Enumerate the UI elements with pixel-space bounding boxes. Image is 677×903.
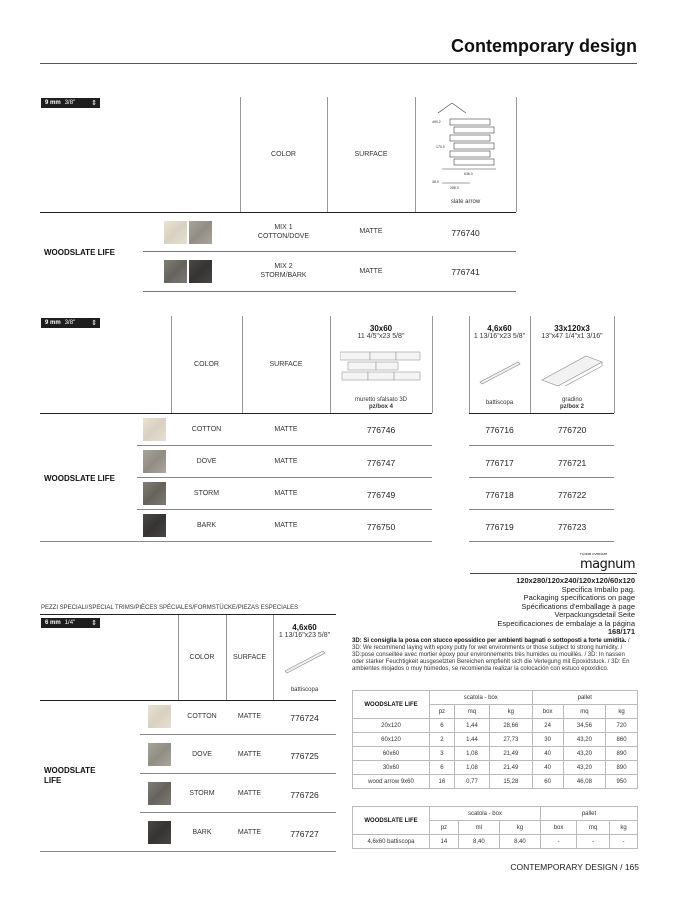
caption: battiscopa [290,687,319,693]
row-color: STORM [193,490,220,497]
row-color: BARK [196,522,217,529]
swatch-cotton [143,418,166,441]
swatch-storm [164,260,187,283]
row-surface: MATTE [237,713,262,720]
table-row-header: WOODSLATE LIFE [353,807,430,835]
thickness-badge: 6 mm 1/4" ⇕ [41,618,100,628]
row-code: 776716 [485,425,514,435]
row-code: 776749 [366,490,396,500]
size-label: 4,6x60 [292,623,317,632]
col-color-header: COLOR [194,361,219,368]
row-surface: MATTE [274,490,298,497]
row-surface: MATTE [359,268,383,275]
packaging-info: 120x280/120x240/120x120/60x120 Specifica Imballo pag. Packaging specifications on page Spécifications d'emballage à page Verpackungsdetail Seite Especificaciones de embalaje a la página 168/171 [497,576,635,636]
caption: muretto sfalsato 3D pz/box 4 [354,397,408,410]
size-inches: 1 13/16"x23 5/8" [278,632,331,639]
row-code: 776747 [366,458,396,468]
swatch-bark [189,260,212,283]
thickness-badge: 9 mm 3/8" ⇕ [41,98,100,108]
thickness-badge: 9 mm 3/8" ⇕ [41,318,100,328]
size-inches: 1 13/16"x23 5/8" [473,333,526,340]
row-code: 776724 [290,713,319,723]
row-code: 776719 [485,522,514,532]
row-color: MIX 2 STORM/BARK [260,263,307,279]
swatch-cotton [164,221,187,244]
swatch-cotton [148,705,171,728]
swatch-dove [148,743,171,766]
special-trims-heading: PEZZI SPECIALI/SPECIAL TRIMS/PIÈCES SPÉCIALES/FORMSTÜCKE/PIEZAS ESPECIALES [41,605,299,611]
row-code: 776746 [366,425,396,435]
row-code: 776750 [366,522,396,532]
table-row: 30x60 6 1,08 21,49 40 43,20 890 [353,761,638,775]
swatch-dove [189,221,212,244]
dim-label: 38.0 [432,180,439,184]
group-header: pallet [532,691,637,705]
product-name: WOODSLATE LIFE [44,248,115,257]
size-label: 33x120x3 [554,324,590,333]
size-label: 30x60 [369,324,393,333]
row-code: 776740 [451,228,480,238]
row-color: COTTON [187,713,217,720]
caption: battiscopa [485,400,514,406]
row-code: 776741 [451,267,480,277]
table-row-header: WOODSLATE LIFE [353,691,430,719]
row-color: STORM [189,790,215,797]
thickness-arrow-icon: ⇕ [91,100,96,107]
row-color: DOVE [196,458,217,465]
row-color: COTTON [191,426,222,433]
row-surface: MATTE [274,426,298,433]
thickness-arrow-icon: ⇕ [91,320,96,327]
swatch-bark [148,821,171,844]
row-code: 776723 [557,522,587,532]
row-color: MIX 1 COTTON/DOVE [257,224,310,240]
swatch-storm [148,782,171,805]
battiscopa-drawing [283,645,327,675]
swatch-storm [143,482,166,505]
group-header: scatola - box [430,691,533,705]
col-surface-header: SURFACE [354,151,388,158]
row-color: DOVE [192,751,212,758]
product-name: WOODSLATE LIFE [44,474,115,483]
swatch-bark [143,514,166,537]
col-surface-header: SURFACE [269,361,303,368]
col-color-header: COLOR [271,151,296,158]
table-row: 20x120 6 1,44 28,66 24 34,56 720 [353,719,638,733]
size-inches: 11 4/5"x23 5/8" [357,333,405,340]
packaging-table-trims: WOODSLATE LIFE scatola - box pallet pz ml kg box mq kg 4,6x60 battiscopa 14 8,40 8,40 - - - [352,806,638,849]
col-surface-header: SURFACE [232,654,267,661]
swatch-dove [143,450,166,473]
laying-notes: 3D: Si consiglia la posa con stucco epossidico per ambienti bagnati o sottoposti a forte umidità. / 3D: We recommend laying with epoxy putty for wet environments or those subject to strong humidity. / 3D:pose conseillée avec mortier époxy pour environnements très humides ou mouillés. / 3D: In nassen oder starker Feuchtigkeit ausgesetzten Bereichen empfiehlt sich die Verlegung mit Epoxidstuck. / 3D: En ambientes mojados o muy húmedos, se recomienda realizar la colocación con estuco epoxídico. [352,638,630,672]
dim-label: 170.9 [436,145,445,149]
group-header: scatola - box [430,807,541,821]
row-code: 776720 [557,425,587,435]
row-surface: MATTE [237,829,262,836]
group-header: pallet [540,807,637,821]
packaging-table-tiles: WOODSLATE LIFE scatola - box pallet pz mq kg box mq kg 20x120 6 1,44 28,66 24 34,56 720 60x120 2 1,44 27,73 30 43,20 860 60x60 3 1,08 21,49 40 43,20 890 30x60 6 1,08 21,49 40 43,20 890 wood arrow 9x60 16 0,77 15,28 60 46,08 950 [352,690,638,789]
row-color: BARK [192,829,212,836]
page-footer: CONTEMPORARY DESIGN / 165 [510,862,639,872]
caption: gradino pz/box 2 [559,397,584,410]
table-row: 4,6x60 battiscopa 14 8,40 8,40 - - - [353,835,638,849]
battiscopa-drawing [478,356,522,386]
row-code: 776718 [485,490,514,500]
row-code: 776725 [290,751,319,761]
table-row: 60x60 3 1,08 21,49 40 43,20 890 [353,747,638,761]
table-row: 60x120 2 1,44 27,73 30 43,20 860 [353,733,638,747]
muretto-drawing [340,350,422,386]
gradino-drawing [540,352,606,386]
title-rule [40,63,637,64]
col-color-header: COLOR [189,654,215,661]
row-surface: MATTE [274,522,298,529]
row-surface: MATTE [237,751,262,758]
row-code: 776727 [290,829,319,839]
row-surface: MATTE [359,228,383,235]
row-surface: MATTE [274,458,298,465]
table-row: wood arrow 9x60 16 0,77 15,28 60 46,08 950 [353,775,638,789]
row-code: 776721 [557,458,587,468]
dim-label: 490.2 [432,120,441,124]
row-surface: MATTE [237,790,262,797]
row-code: 776722 [557,490,587,500]
brand-logo: FLORIM OVERSIZE magnum [579,552,635,572]
size-label: 4,6x60 [487,324,512,333]
dim-label: 636.0 [464,172,473,176]
thickness-arrow-icon: ⇕ [91,620,96,627]
product-name: WOODSLATE LIFE [44,766,96,785]
page-title: Contemporary design [450,36,637,56]
slate-arrow-drawing [430,103,505,190]
piece-caption: slate arrow [450,199,481,205]
dim-label: 288.0 [450,186,459,190]
row-code: 776726 [290,790,319,800]
row-code: 776717 [485,458,514,468]
size-inches: 13"x47 1/4"x1 3/16" [541,333,603,340]
